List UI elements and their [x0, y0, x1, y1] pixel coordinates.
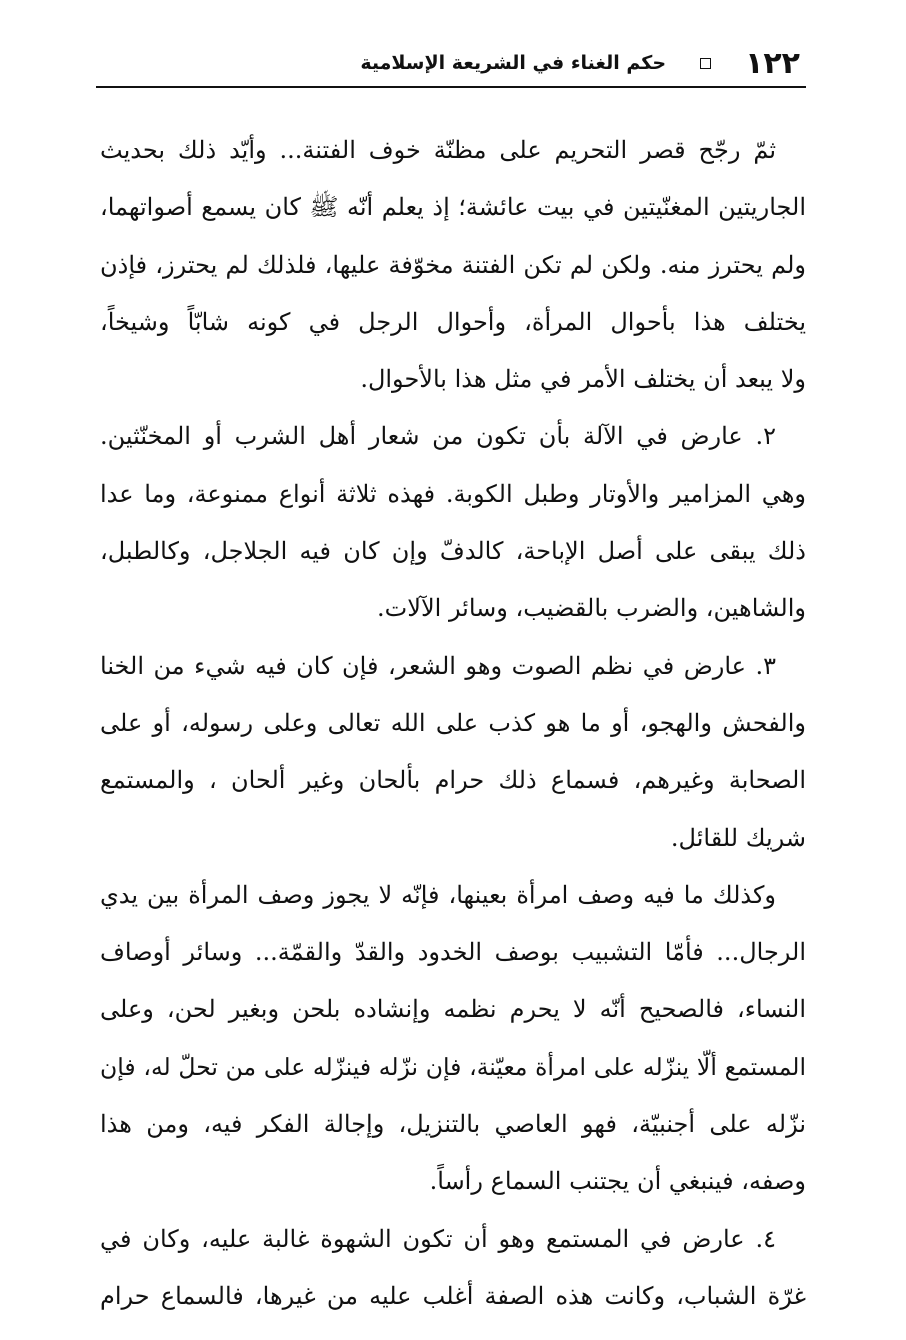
text-line: وكذلك ما فيه وصف امرأة بعينها، فإنّه لا يجوز وصف المرأة بين يدي: [100, 880, 776, 909]
text-line: النساء، فالصحيح أنّه لا يحرم نظمه وإنشاده بلحن وبغير لحن، وعلى: [100, 995, 806, 1024]
text-line: والشاهين، والضرب بالقضيب، وسائر الآلات.: [377, 594, 806, 623]
text-line: ولا يبعد أن يختلف الأمر في مثل هذا بالأحوال.: [360, 365, 806, 394]
text-line: الجاريتين المغنّيتين في بيت عائشة؛ إذ يعلم أنّه ﷺ كان يسمع أصواتهما،: [100, 193, 806, 222]
text-line: غرّة الشباب، وكانت هذه الصفة أغلب عليه من غيرها، فالسماع حرام: [100, 1281, 806, 1310]
text-line: المستمع ألّا ينزّله على امرأة معيّنة، فإن نزّله فينزّله على من تحلّ له، فإن: [100, 1052, 806, 1081]
text-line: ٢. عارض في الآلة بأن تكون من شعار أهل الشرب أو المخنّثين.: [100, 422, 776, 451]
text-line: الرجال... فأمّا التشبيب بوصف الخدود والقدّ والقمّة... وسائر أوصاف: [100, 938, 806, 967]
text-line: ذلك يبقى على أصل الإباحة، كالدفّ وإن كان فيه الجلاجل، وكالطبل،: [100, 537, 806, 566]
paragraph: [100, 408, 806, 637]
paragraph: [100, 122, 806, 408]
paragraph: [100, 1211, 806, 1326]
text-line: والفحش والهجو، أو ما هو كذب على الله تعالى وعلى رسوله، أو على: [100, 708, 806, 737]
running-title: حكم الغناء في الشريعة الإسلامية: [360, 52, 667, 74]
text-line: الصحابة وغيرهم، فسماع ذلك حرام بألحان وغير ألحان ، والمستمع: [100, 766, 806, 795]
paragraph: [100, 867, 806, 1211]
separator-square-icon: [700, 58, 711, 69]
text-line: ثمّ رجّح قصر التحريم على مظنّة خوف الفتنة... وأيّد ذلك بحديث: [100, 136, 776, 164]
paragraph: [100, 638, 806, 867]
text-line: ٣. عارض في نظم الصوت وهو الشعر، فإن كان فيه شيء من الخنا: [100, 651, 776, 680]
body-text: [100, 122, 806, 1325]
text-line: ٤. عارض في المستمع وهو أن تكون الشهوة غالبة عليه، وكان في: [100, 1224, 776, 1253]
text-line: وصفه، فينبغي أن يجتنب السماع رأساً.: [429, 1167, 806, 1196]
text-line: يختلف هذا بأحوال المرأة، وأحوال الرجل في كونه شابّاً وشيخاً،: [100, 307, 806, 336]
text-line: نزّله على أجنبيّة، فهو العاصي بالتنزيل، وإجالة الفكر فيه، ومن هذا: [100, 1110, 806, 1139]
text-line: شريك للقائل.: [670, 823, 806, 852]
running-head: [96, 40, 806, 88]
page-number: ١٢٢: [745, 45, 800, 81]
text-line: وهي المزامير والأوتار وطبل الكوبة. فهذه ثلاثة أنواع ممنوعة، وما عدا: [100, 479, 806, 508]
text-line: ولم يحترز منه. ولكن لم تكن الفتنة مخوّفة عليها، فلذلك لم يحترز، فإذن: [100, 250, 806, 279]
